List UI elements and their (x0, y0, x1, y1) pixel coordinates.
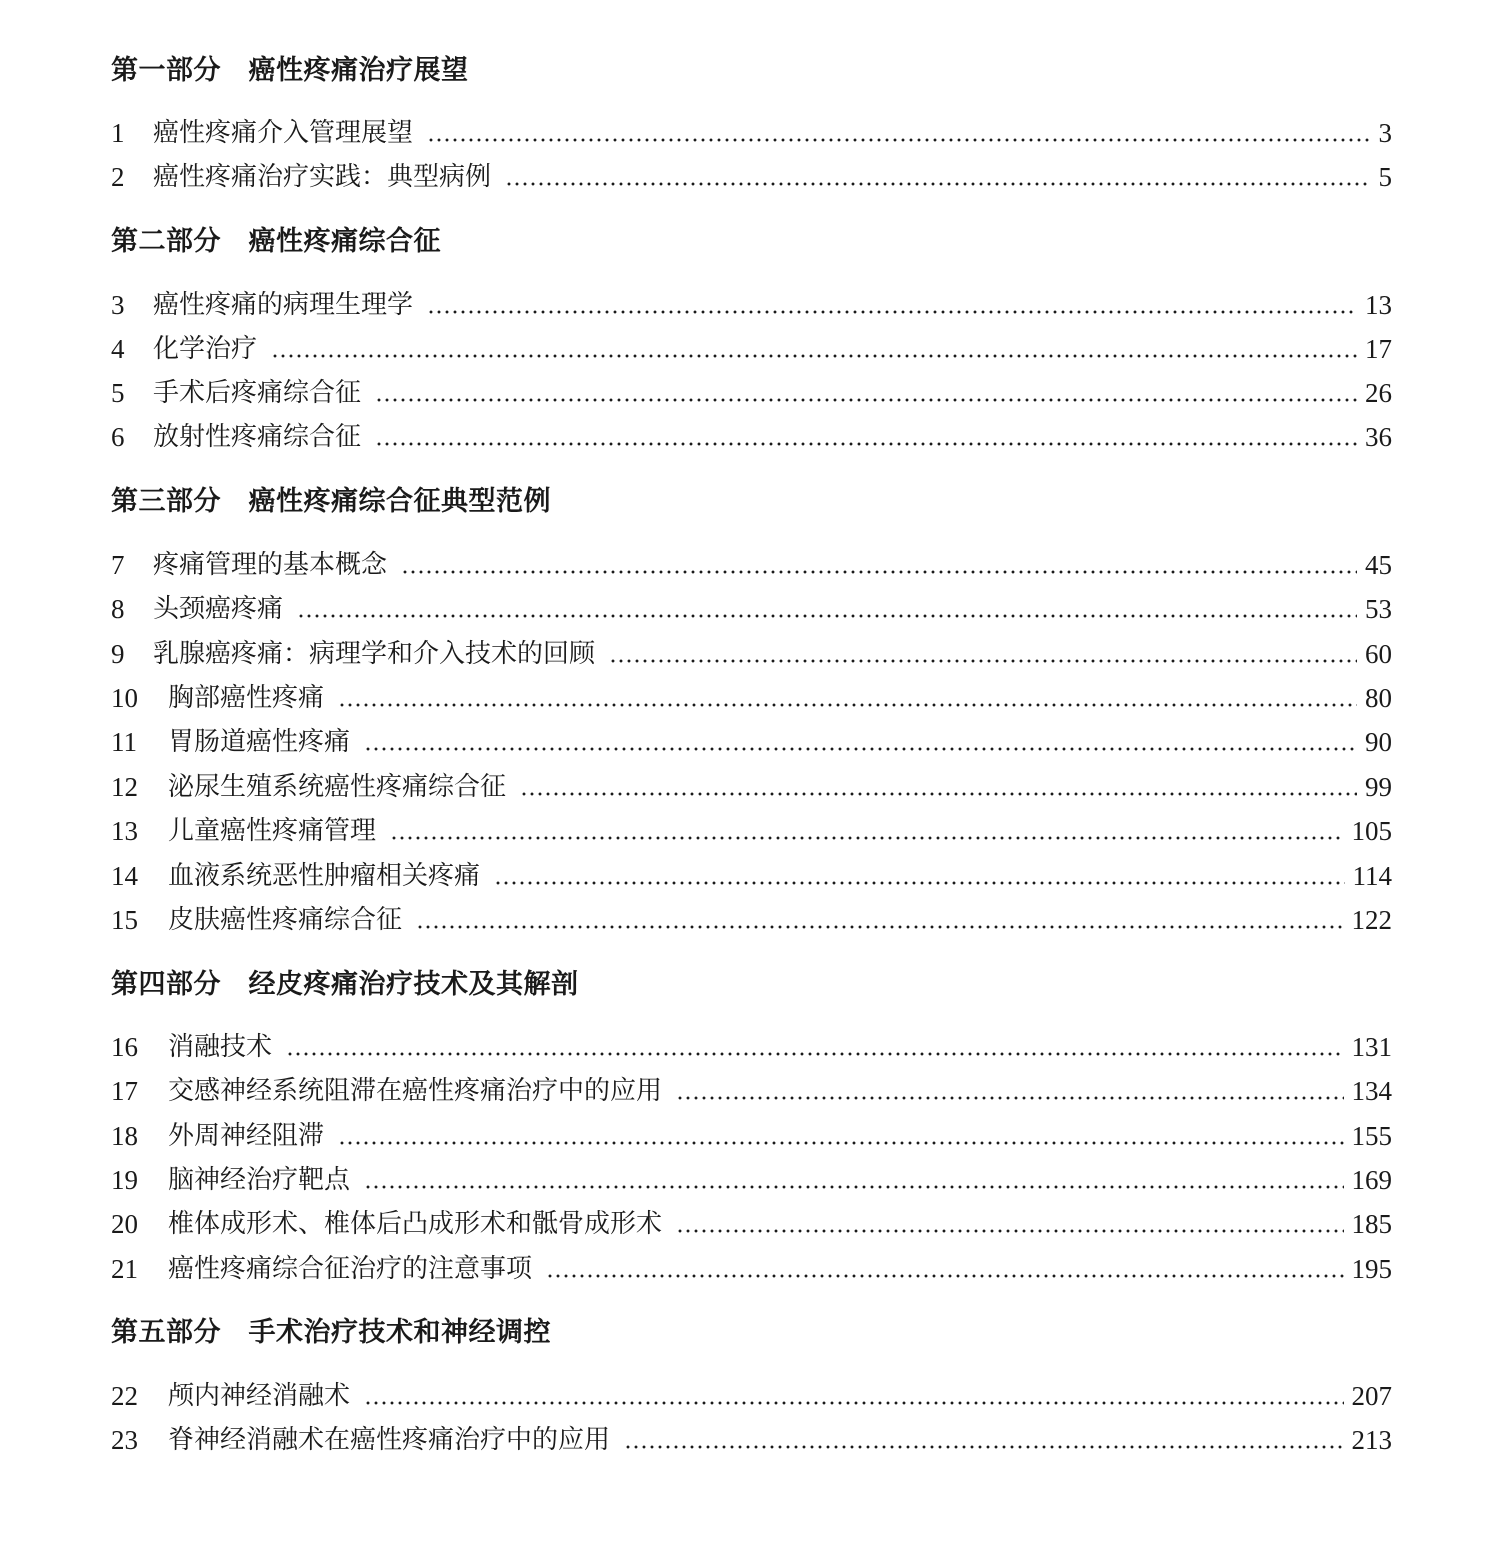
toc-entry[interactable] (111, 811, 1392, 851)
chapter-title: 胃肠道癌性疼痛 (168, 727, 351, 757)
chapter-number: 21 (111, 1254, 138, 1284)
chapter-title: 血液系统恶性肿瘤相关疼痛 (168, 861, 481, 891)
chapter-number: 17 (111, 1076, 138, 1106)
dot-leader (505, 157, 1370, 197)
page-number: 169 (1351, 1165, 1392, 1195)
chapter-number: 8 (111, 594, 125, 624)
toc-entry[interactable] (111, 900, 1392, 940)
toc-entry[interactable] (111, 545, 1392, 585)
toc-entry[interactable] (111, 329, 1392, 369)
page-number: 60 (1365, 639, 1392, 669)
page-number: 185 (1351, 1209, 1392, 1239)
dot-leader (427, 285, 1357, 325)
toc-entry[interactable] (111, 285, 1392, 325)
part-title: 第三部分 癌性疼痛综合征典型范例 (111, 486, 551, 517)
chapter-title: 癌性疼痛治疗实践：典型病例 (153, 162, 492, 192)
page-number: 134 (1351, 1076, 1392, 1106)
page-number: 26 (1365, 378, 1392, 408)
chapter-number: 4 (111, 334, 125, 364)
page-number: 80 (1365, 683, 1392, 713)
chapter-number: 11 (111, 727, 137, 757)
toc-entry[interactable] (111, 1071, 1392, 1111)
page-number: 99 (1365, 772, 1392, 802)
part-title: 第二部分 癌性疼痛综合征 (111, 226, 441, 257)
dot-leader (390, 811, 1343, 851)
toc-entry[interactable] (111, 722, 1392, 762)
chapter-number: 6 (111, 422, 125, 452)
dot-leader (520, 767, 1357, 807)
dot-leader (624, 1420, 1343, 1460)
toc-entry[interactable] (111, 767, 1392, 807)
dot-leader (338, 678, 1357, 718)
chapter-number: 5 (111, 378, 125, 408)
part-title: 第四部分 经皮疼痛治疗技术及其解剖 (111, 969, 579, 1000)
toc-entry[interactable] (111, 1204, 1392, 1244)
chapter-number: 15 (111, 905, 138, 935)
dot-leader (271, 329, 1357, 369)
chapter-title: 手术后疼痛综合征 (153, 378, 362, 408)
dot-leader (364, 1376, 1343, 1416)
chapter-number: 7 (111, 550, 125, 580)
dot-leader (297, 589, 1357, 629)
chapter-title: 儿童癌性疼痛管理 (168, 816, 377, 846)
toc-entry[interactable] (111, 589, 1392, 629)
page-number: 213 (1351, 1425, 1392, 1455)
toc-entry[interactable] (111, 678, 1392, 718)
chapter-number: 12 (111, 772, 138, 802)
toc-entry[interactable] (111, 1376, 1392, 1416)
page-number: 53 (1365, 594, 1392, 624)
toc-entry[interactable] (111, 373, 1392, 413)
page-number: 155 (1351, 1121, 1392, 1151)
toc-entry[interactable] (111, 417, 1392, 457)
page-number: 207 (1351, 1381, 1392, 1411)
chapter-title: 皮肤癌性疼痛综合征 (168, 905, 403, 935)
dot-leader (364, 722, 1357, 762)
page-number: 3 (1378, 118, 1392, 148)
toc-entry[interactable] (111, 1027, 1392, 1067)
chapter-title: 疼痛管理的基本概念 (153, 550, 388, 580)
page-number: 131 (1351, 1032, 1392, 1062)
chapter-number: 3 (111, 290, 125, 320)
page-number: 90 (1365, 727, 1392, 757)
dot-leader (401, 545, 1357, 585)
toc-entry[interactable] (111, 1420, 1392, 1460)
dot-leader (676, 1071, 1343, 1111)
page-number: 122 (1351, 905, 1392, 935)
chapter-number: 16 (111, 1032, 138, 1062)
dot-leader (375, 373, 1357, 413)
chapter-number: 13 (111, 816, 138, 846)
chapter-number: 22 (111, 1381, 138, 1411)
chapter-number: 23 (111, 1425, 138, 1455)
chapter-number: 1 (111, 118, 125, 148)
chapter-title: 椎体成形术、椎体后凸成形术和骶骨成形术 (168, 1209, 663, 1239)
dot-leader (286, 1027, 1343, 1067)
dot-leader (546, 1249, 1343, 1289)
dot-leader (427, 113, 1370, 153)
dot-leader (416, 900, 1343, 940)
dot-leader (375, 417, 1357, 457)
part-title: 第五部分 手术治疗技术和神经调控 (111, 1317, 551, 1348)
chapter-title: 乳腺癌疼痛：病理学和介入技术的回顾 (153, 639, 596, 669)
toc-entry[interactable] (111, 1249, 1392, 1289)
dot-leader (494, 856, 1344, 896)
chapter-title: 消融技术 (168, 1032, 273, 1062)
chapter-title: 头颈癌疼痛 (153, 594, 284, 624)
toc-entry[interactable] (111, 634, 1392, 674)
chapter-number: 20 (111, 1209, 138, 1239)
page-number: 45 (1365, 550, 1392, 580)
dot-leader (676, 1204, 1343, 1244)
dot-leader (609, 634, 1357, 674)
chapter-title: 颅内神经消融术 (168, 1381, 351, 1411)
toc-entry[interactable] (111, 113, 1392, 153)
dot-leader (364, 1160, 1343, 1200)
chapter-number: 10 (111, 683, 138, 713)
chapter-title: 泌尿生殖系统癌性疼痛综合征 (168, 772, 507, 802)
page-number: 17 (1365, 334, 1392, 364)
part-title: 第一部分 癌性疼痛治疗展望 (111, 55, 469, 86)
toc-entry[interactable] (111, 1116, 1392, 1156)
dot-leader (338, 1116, 1343, 1156)
chapter-title: 胸部癌性疼痛 (168, 683, 325, 713)
chapter-title: 化学治疗 (153, 334, 258, 364)
page-number: 195 (1351, 1254, 1392, 1284)
page-number: 105 (1351, 816, 1392, 846)
chapter-title: 癌性疼痛的病理生理学 (153, 290, 414, 320)
chapter-title: 癌性疼痛介入管理展望 (153, 118, 414, 148)
toc-entry[interactable] (111, 157, 1392, 197)
toc-entry[interactable] (111, 1160, 1392, 1200)
chapter-title: 脑神经治疗靶点 (168, 1165, 351, 1195)
page-number: 36 (1365, 422, 1392, 452)
page-number: 114 (1352, 861, 1392, 891)
chapter-number: 14 (111, 861, 138, 891)
page-number: 13 (1365, 290, 1392, 320)
chapter-title: 放射性疼痛综合征 (153, 422, 362, 452)
chapter-title: 交感神经系统阻滞在癌性疼痛治疗中的应用 (168, 1076, 663, 1106)
chapter-number: 9 (111, 639, 125, 669)
chapter-number: 19 (111, 1165, 138, 1195)
chapter-number: 2 (111, 162, 125, 192)
chapter-title: 外周神经阻滞 (168, 1121, 325, 1151)
toc-entry[interactable] (111, 856, 1392, 896)
chapter-title: 脊神经消融术在癌性疼痛治疗中的应用 (168, 1425, 611, 1455)
chapter-number: 18 (111, 1121, 138, 1151)
page-number: 5 (1378, 162, 1392, 192)
chapter-title: 癌性疼痛综合征治疗的注意事项 (168, 1254, 533, 1284)
